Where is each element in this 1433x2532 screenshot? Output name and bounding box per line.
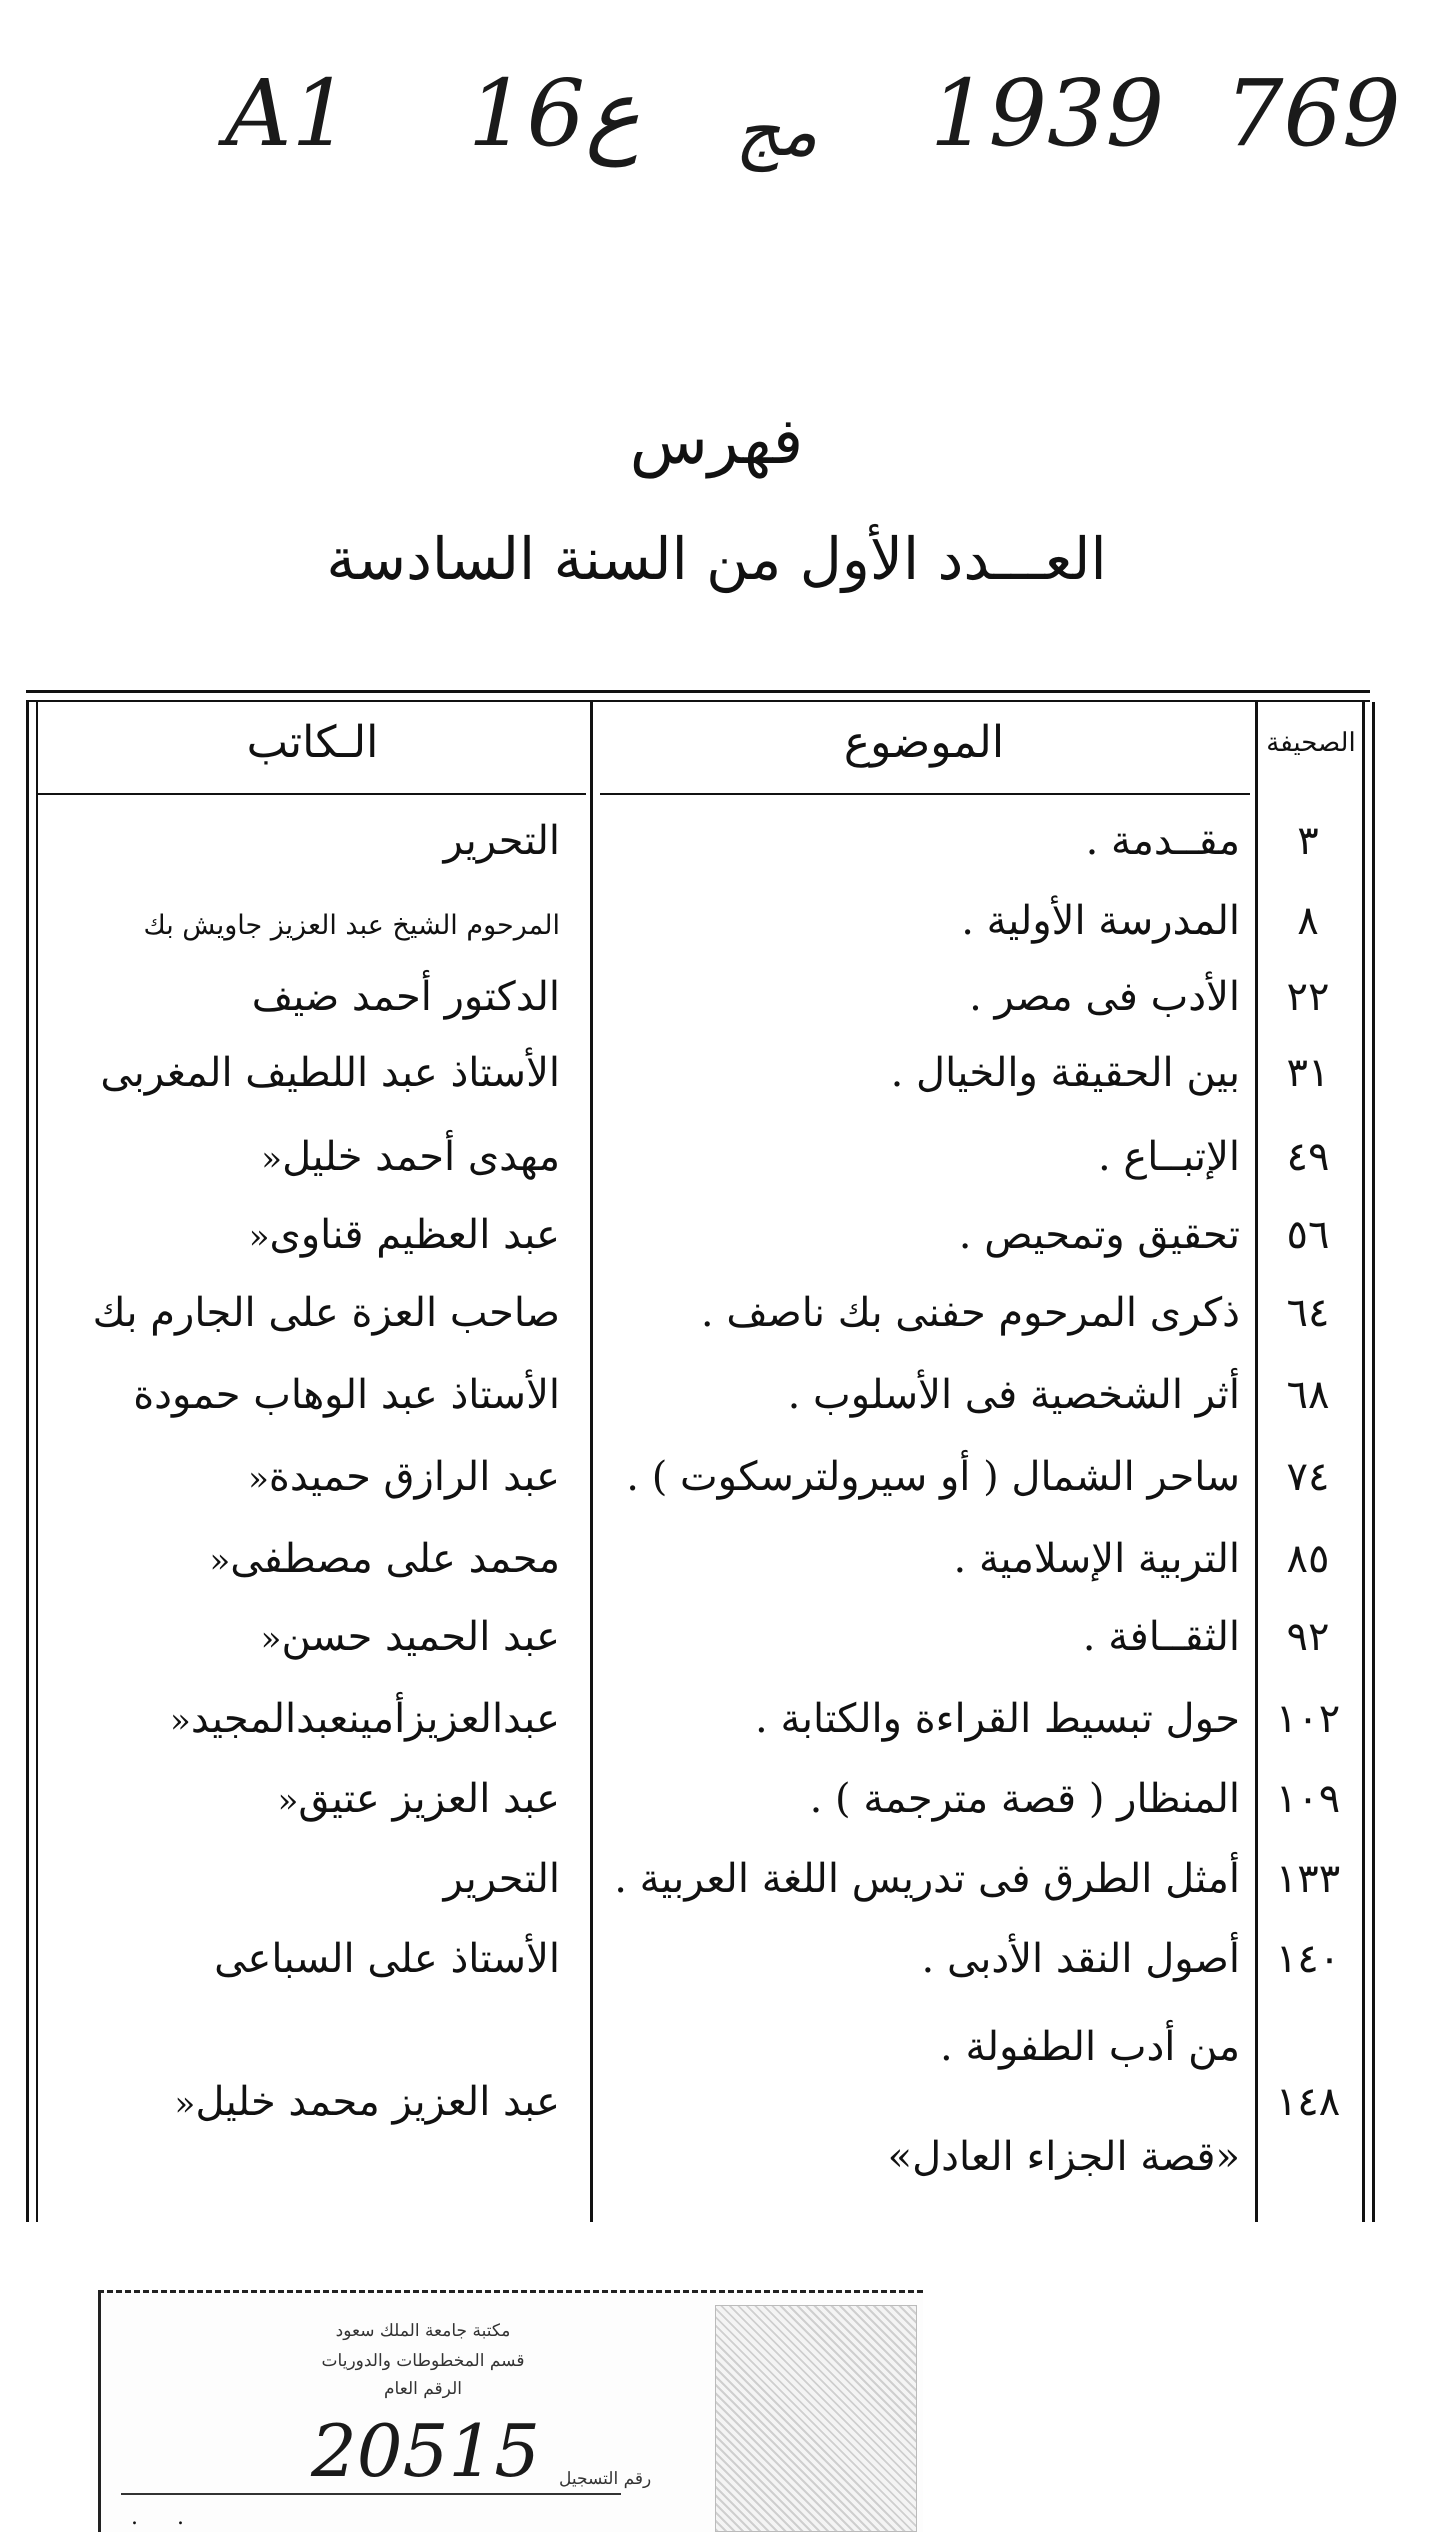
ditto-mark: « [277, 1781, 299, 1821]
library-stamp [98, 2290, 923, 2532]
ditto-mark: « [261, 1139, 283, 1179]
author-name [40, 1212, 560, 1258]
author-name [40, 2079, 560, 2125]
issue-subtitle: العـــدد الأول من السنة السادسة [326, 525, 1107, 593]
header-underline-author [38, 793, 586, 795]
column-header-topic: الموضوع [843, 717, 1005, 768]
index-title: فهرس [629, 405, 804, 479]
ditto-mark: « [174, 2084, 196, 2124]
header-underline-topic [600, 793, 1250, 795]
topic-title: أمثل الطرق فى تدريس اللغة العربية . [614, 1856, 1240, 1902]
author-text: صاحب العزة على الجارم بك [92, 1290, 560, 1336]
page-number: ٦٨ [1286, 1372, 1330, 1418]
ditto-mark: « [248, 1217, 270, 1257]
page-number: ١٤٨ [1275, 2079, 1341, 2125]
author-name [40, 910, 560, 941]
author-text: عبد العظيم قناوى [269, 1212, 560, 1258]
stamp-line-3: الرقم العام [384, 2379, 462, 2399]
author-name [40, 1536, 560, 1582]
author-name [40, 818, 560, 864]
author-text: مهدى أحمد خليل [282, 1134, 560, 1180]
page-number: ٧٤ [1286, 1454, 1330, 1500]
author-text: عبدالعزيزأمينعبدالمجيد [190, 1696, 560, 1742]
author-text: الأستاذ عبد اللطيف المغربى [100, 1050, 560, 1096]
page-number: ١٠٩ [1275, 1776, 1341, 1822]
topic-title: ساحر الشمال ( أو سيرولترسكوت ) . [626, 1454, 1240, 1500]
page-number: ٣ [1297, 818, 1319, 864]
table-right-border [1372, 702, 1375, 2222]
table-top-rule-inner [26, 700, 1370, 702]
accession-volume: 1ع6 [468, 60, 640, 167]
page-number: ٤٩ [1286, 1134, 1330, 1180]
ditto-mark: « [209, 1541, 231, 1581]
topic-title: التربية الإسلامية . [953, 1536, 1240, 1582]
author-text: الأستاذ عبد الوهاب حمودة [133, 1372, 560, 1418]
author-name [40, 1776, 560, 1822]
column-header-page: الصحيفة [1266, 728, 1356, 758]
accession-year: 1939 [930, 60, 1165, 167]
stamp-dots: . . [131, 2505, 200, 2530]
author-text: عبد الرازق حميدة [268, 1454, 560, 1500]
page-number: ٢٢ [1286, 974, 1330, 1020]
topic-title: أثر الشخصية فى الأسلوب . [787, 1372, 1240, 1418]
topic-title: من أدب الطفولة . [940, 2024, 1240, 2070]
page-number: ٦٤ [1286, 1290, 1330, 1336]
ditto-mark: « [170, 1701, 191, 1741]
author-text: عبد العزيز عتيق [298, 1776, 560, 1822]
topic-title: المدرسة الأولية . [961, 898, 1240, 944]
page-number: ١٠٢ [1275, 1696, 1341, 1742]
topic-title: الثقــافة . [1082, 1614, 1240, 1660]
topic-title: ذكرى المرحوم حفنى بك ناصف . [700, 1290, 1240, 1336]
topic-title: المنظار ( قصة مترجمة ) . [809, 1776, 1240, 1822]
page-number: ١٤٠ [1275, 1936, 1341, 1982]
stamp-registration-number: 20515 [311, 2409, 541, 2493]
stamp-line-1: مكتبة جامعة الملك سعود [335, 2321, 511, 2341]
author-text: عبد العزيز محمد خليل [195, 2079, 560, 2125]
page-number: ٥٦ [1286, 1212, 1330, 1258]
page-number: ٣١ [1286, 1050, 1330, 1096]
author-name [40, 1454, 560, 1500]
stamp-underline [121, 2493, 621, 2495]
table-top-rule [26, 690, 1370, 693]
column-header-author: الـكاتب [246, 717, 379, 768]
topic-title: الأدب فى مصر . [969, 974, 1240, 1020]
ditto-mark: « [248, 1459, 269, 1499]
accession-number: 769 [1225, 60, 1401, 167]
author-text: التحرير [443, 818, 560, 864]
author-name [40, 1696, 560, 1742]
stamp-seal-image [715, 2305, 917, 2532]
author-text: التحرير [443, 1856, 560, 1902]
author-name [40, 1134, 560, 1180]
topic-title: تحقيق وتمحيص . [958, 1212, 1240, 1258]
author-name [40, 1372, 560, 1418]
author-name [40, 1050, 560, 1096]
author-name [40, 1290, 560, 1336]
author-name [40, 1936, 560, 1982]
table-right-border-inner [1362, 702, 1365, 2222]
topic-title: حول تبسيط القراءة والكتابة . [755, 1696, 1240, 1742]
topic-title: أصول النقد الأدبى . [921, 1936, 1240, 1982]
author-text: الأستاذ على السباعى [214, 1936, 560, 1982]
page-number: ٨٥ [1286, 1536, 1330, 1582]
table-left-border [26, 702, 29, 2222]
accession-prefix: A1 [225, 60, 350, 167]
author-text: الدكتور أحمد ضيف [251, 974, 560, 1020]
topic-subtitle: «قصة الجزاء العادل» [887, 2134, 1240, 2180]
author-text: عبد الحميد حسن [281, 1614, 560, 1660]
table-left-border-inner [36, 702, 38, 2222]
page-number: ١٣٣ [1275, 1856, 1341, 1902]
column-divider-topic [1255, 702, 1258, 2222]
topic-title: الإتبــاع . [1097, 1134, 1240, 1180]
author-text: محمد على مصطفى [230, 1536, 560, 1582]
stamp-line-2: قسم المخطوطات والدوريات [321, 2351, 525, 2371]
author-name [40, 1856, 560, 1902]
stamp-registration-label: رقم التسجيل [559, 2469, 652, 2489]
author-name [40, 1614, 560, 1660]
page-number: ٩٢ [1286, 1614, 1330, 1660]
page-number: ٨ [1297, 898, 1319, 944]
accession-abbrev: مج [735, 90, 818, 172]
handwritten-accession-code [0, 40, 1433, 180]
author-text: المرحوم الشيخ عبد العزيز جاويش بك [143, 910, 560, 941]
topic-title: مقــدمة . [1085, 818, 1240, 864]
author-name [40, 974, 560, 1020]
ditto-mark: « [260, 1619, 282, 1659]
column-divider-author [590, 702, 593, 2222]
topic-title: بين الحقيقة والخيال . [890, 1050, 1240, 1096]
